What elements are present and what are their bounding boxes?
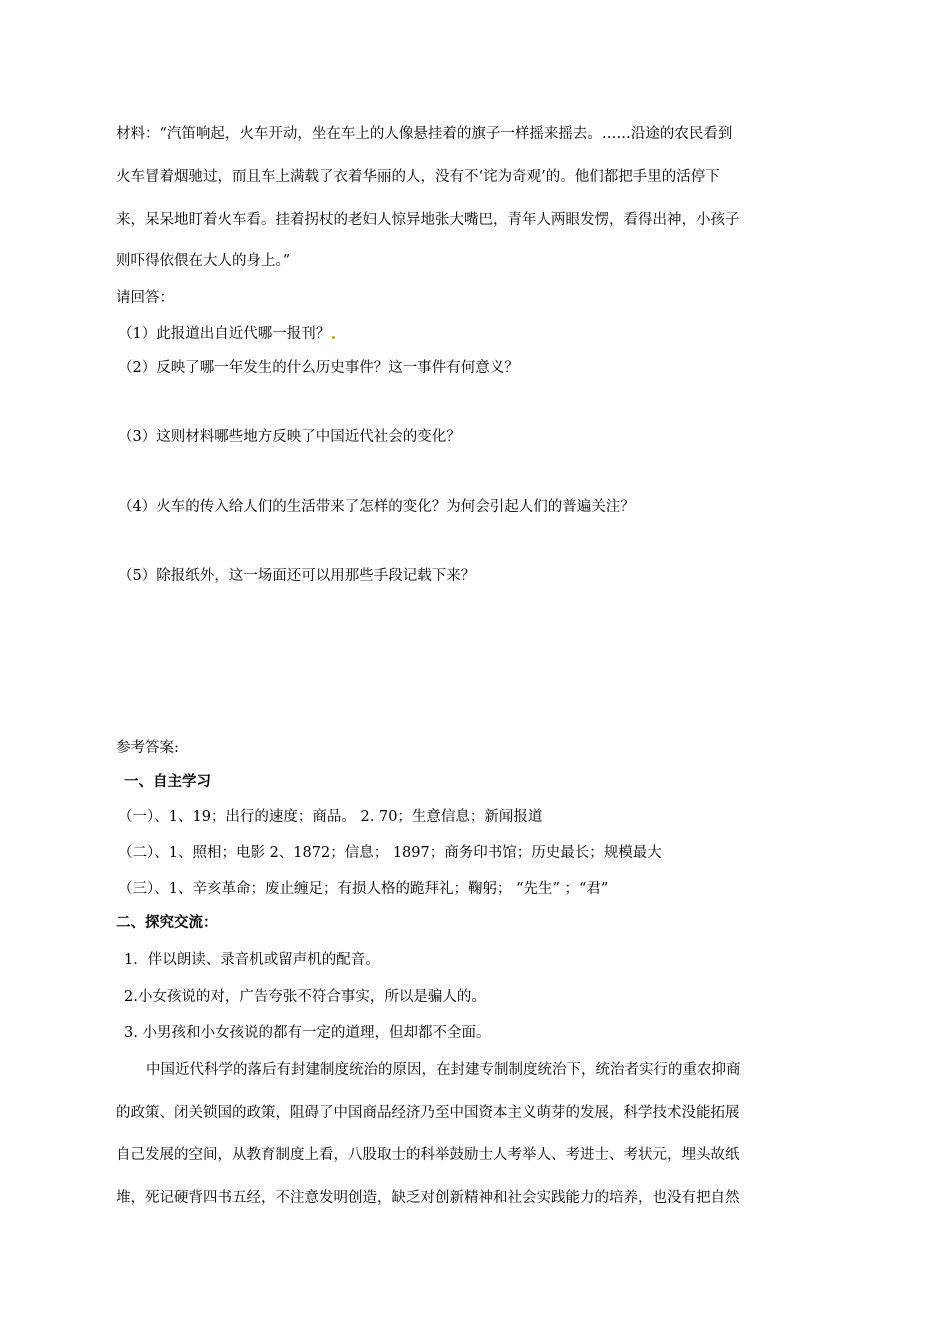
question-5: （5）除报纸外，这一场面还可以用那些手段记载下来？ <box>118 568 476 584</box>
section1-item-1: （一）、1、19；出行的速度；商品。 2. 70；生意信息；新闻报道 <box>118 809 543 825</box>
section1-item-3: （三）、1、辛亥革命；废止缠足；有损人格的跪拜礼；鞠躬； “先生” ；“君” <box>118 881 609 897</box>
section1-title: 一、自主学习 <box>124 773 211 790</box>
paragraph-line-4: 堆，死记硬背四书五经，不注意发明创造，缺乏对创新精神和社会实践能力的培养，也没有把自然 <box>116 1190 740 1206</box>
material-line-1: 材料：“汽笛响起，火车开动，坐在车上的人像悬挂着的旗子一样摇来摇去。……沿途的农民看到 <box>116 126 733 142</box>
question-2: （2）反映了哪一年发生的什么历史事件？这一事件有何意义？ <box>118 360 519 376</box>
section2-item-1: 1．伴以朗读、录音机或留声机的配音。 <box>124 952 380 968</box>
section2-title: 二、探究交流： <box>116 914 218 931</box>
section2-item-2: 2.小女孩说的对，广告夸张不符合事实，所以是骗人的。 <box>124 989 486 1005</box>
material-line-2: 火车冒着烟驰过，而且车上满载了衣着华丽的人，没有不‘诧为奇观’的。他们都把手里的活停下 <box>116 169 720 185</box>
paragraph-line-2: 的政策、闭关锁国的政策，阻碍了中国商品经济乃至中国资本主义萌芽的发展，科学技术没能拓展 <box>116 1105 740 1121</box>
material-line-4: 则吓得依偎在大人的身上。” <box>116 253 291 269</box>
paragraph-line-3: 自己发展的空间，从教育制度上看，八股取士的科举鼓励士人考举人、考进士、考状元，埋头故纸 <box>116 1147 740 1163</box>
question-3: （3）这则材料哪些地方反映了中国近代社会的变化？ <box>118 429 461 445</box>
section1-item-2: （二）、1、照相；电影 2、1872；信息； 1897；商务印书馆；历史最长；规模最大 <box>118 845 662 861</box>
question-1 <box>118 324 335 344</box>
material-line-3: 来，呆呆地盯着火车看。挂着拐杖的老妇人惊异地张大嘴巴，青年人两眼发愣，看得出神，小孩子 <box>116 212 740 228</box>
question-4: （4）火车的传入给人们的生活带来了怎样的变化？为何会引起人们的普遍关注？ <box>118 499 635 515</box>
dot-mark <box>332 336 335 339</box>
paragraph-line-1: 中国近代科学的落后有封建制度统治的原因，在封建专制制度统治下，统治者实行的重农抑商 <box>146 1062 741 1078</box>
prompt-text: 请回答： <box>116 290 174 306</box>
question-1-text: （1）此报道出自近代哪一报刊？ <box>118 326 331 342</box>
answers-heading: 参考答案: <box>116 740 179 756</box>
section2-item-3: 3. 小男孩和小女孩说的都有一定的道理，但却都不全面。 <box>124 1025 491 1041</box>
